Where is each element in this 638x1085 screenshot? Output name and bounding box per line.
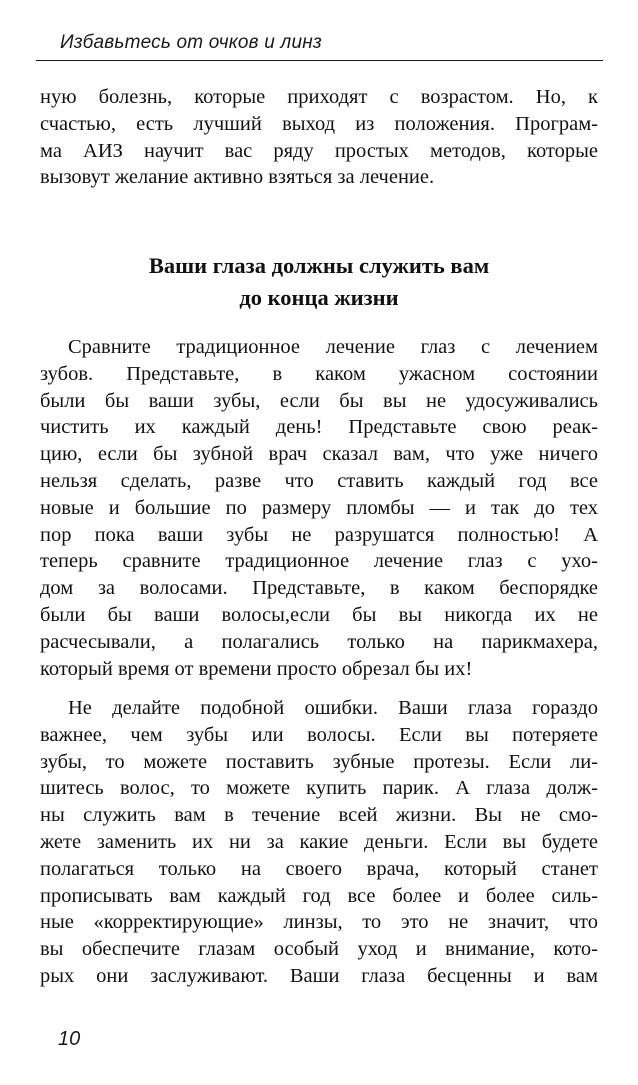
text-line: вызовут желание активно взяться за лечение.	[40, 166, 435, 189]
text-line: ны служить вам в течение всей жизни. Вы не смо-	[40, 804, 598, 827]
text-line: дом за волосами. Представьте, в каком беспорядке	[40, 577, 598, 600]
text-line: ную болезнь, которые приходят с возрастом. Но, к	[40, 86, 598, 108]
text-line: расчесывали, а полагались только на парикмахера,	[40, 630, 598, 653]
text-line: пор пока ваши зубы не разрушатся полностью! А	[40, 523, 598, 546]
text-line: ма АИЗ научит вас ряду простых методов, которые	[40, 139, 598, 162]
text-line: новые и большие по размеру пломбы — и так до тех	[40, 496, 598, 519]
text-line: были бы ваши волосы,если бы вы никогда их не	[40, 603, 598, 626]
paragraph-2	[40, 695, 598, 990]
paragraph-continued	[40, 84, 598, 191]
text-line: зубы, то можете поставить зубные протезы. Если ли-	[40, 750, 598, 773]
paragraph-1	[40, 334, 598, 682]
text-line: вы обеспечите глазам особый уход и внимание, кото-	[40, 938, 598, 961]
text-line: Не делайте подобной ошибки. Ваши глаза гораздо	[68, 697, 598, 719]
text-line: шитесь волос, то можете купить парик. А глаза долж-	[40, 777, 598, 800]
section-heading	[40, 250, 598, 314]
text-line: который время от времени просто обрезал бы их!	[40, 657, 473, 680]
heading-line: до конца жизни	[239, 285, 399, 310]
header-rule	[36, 60, 603, 61]
text-line: счастью, есть лучший выход из положения. Програм-	[40, 112, 598, 135]
running-header: Избавьтесь от очков и линз	[60, 32, 322, 53]
text-line: зубов. Представьте, в каком ужасном состоянии	[40, 362, 598, 385]
text-line: ные «корректирующие» линзы, то это не значит, что	[40, 911, 598, 934]
text-line: жете заменить их ни за какие деньги. Если вы будете	[40, 830, 598, 853]
text-line: теперь сравните традиционное лечение глаз с ухо-	[40, 550, 598, 573]
text-line: нельзя сделать, разве что ставить каждый год все	[40, 469, 598, 492]
page-number: 10	[58, 1028, 81, 1050]
text-line: прописывать вам каждый год все более и более силь-	[40, 884, 598, 907]
text-line: важнее, чем зубы или волосы. Если вы потеряете	[40, 723, 598, 746]
text-line: чистить их каждый день! Представьте свою реак-	[40, 416, 598, 439]
text-line: Сравните традиционное лечение глаз с лечением	[68, 336, 598, 358]
heading-line: Ваши глаза должны служить вам	[148, 253, 490, 278]
text-line: полагаться только на своего врача, который станет	[40, 857, 598, 880]
text-line: были бы ваши зубы, если бы вы не удосуживались	[40, 389, 598, 412]
text-line: цию, если бы зубной врач сказал вам, что уже ничего	[40, 443, 598, 466]
text-line: рых они заслуживают. Ваши глаза бесценны и вам	[40, 964, 598, 987]
